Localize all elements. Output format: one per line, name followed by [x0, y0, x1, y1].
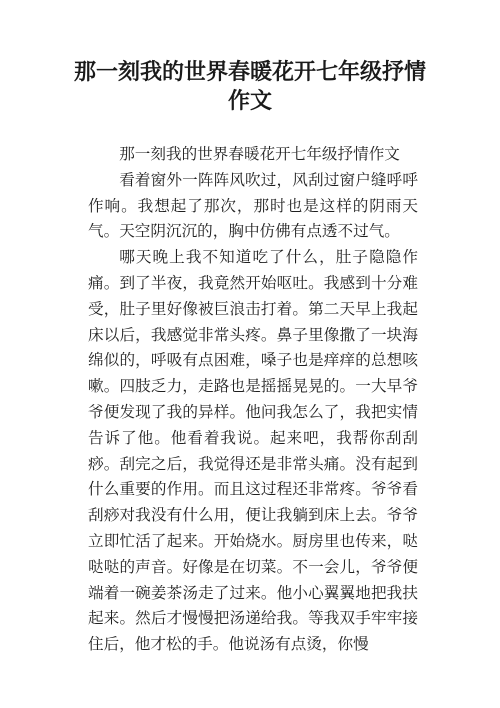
paragraph-1: 看着窗外一阵阵风吹过，风刮过窗户缝呼呼作响。我想起了那次，那时也是这样的阴雨天气。天空阴沉沉的，胸中仿佛有点透不过气。: [88, 170, 418, 241]
paragraph-2: 哪天晚上我不知道吃了什么，肚子隐隐作痛。到了半夜，我竟然开始呕吐。我感到十分难受，肚子里好像被巨浪击打着。第二天早上我起床以后，我感觉非常头疼。鼻子里像撒了一块海绵似的，呼吸有点困难，嗓子也是痒痒的总想咳嗽。四肢乏力，走路也是摇摇晃晃的。一大早爷爷便发现了我的异样。他问我怎么了，我把实情告诉了他。他看着我说。起来吧，我帮你刮刮痧。刮完之后，我觉得还是非常头痛。没有起到什么重要的作用。而且这过程还非常疼。爷爷看刮痧对我没有什么用，便让我躺到床上去。爷爷立即忙活了起来。开始烧水。厨房里也传来，哒哒哒的声音。好像是在切菜。不一会儿，爷爷便端着一碗姜茶汤走了过来。他小心翼翼地把我扶起来。然后才慢慢把汤递给我。等我双手牢牢接住后，他才松的手。他说汤有点烫，你慢: [88, 248, 418, 654]
document-title: 那一刻我的世界春暖花开七年级抒情作文: [73, 60, 426, 114]
paragraph-subtitle: 那一刻我的世界春暖花开七年级抒情作文: [119, 145, 400, 163]
document-body: [88, 142, 418, 658]
